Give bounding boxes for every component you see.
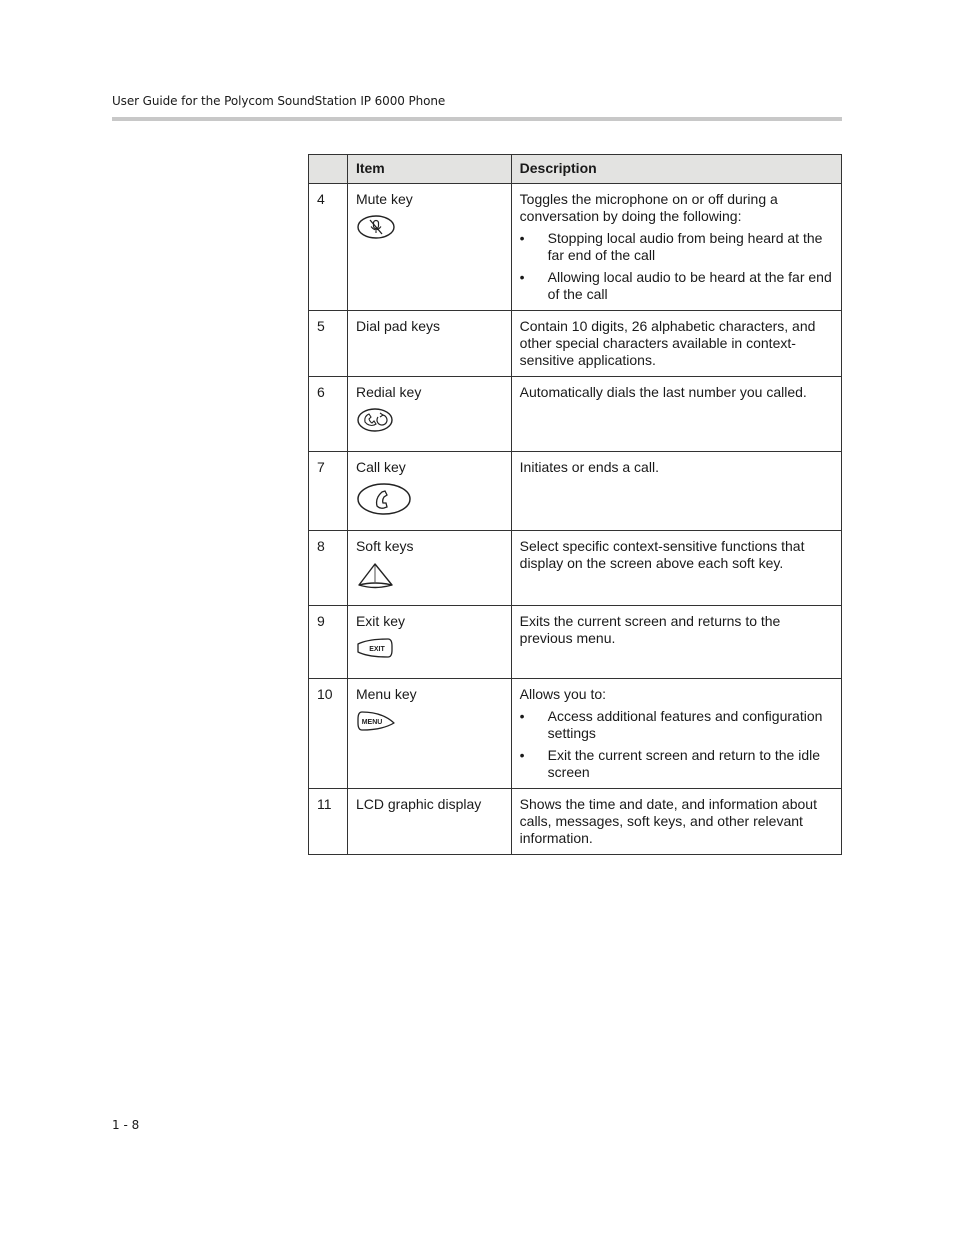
table-row (309, 184, 842, 311)
table-row (309, 311, 842, 377)
table-header-row (309, 155, 842, 184)
table-row (309, 452, 842, 531)
row-number: 11 (309, 789, 348, 855)
row-number: 9 (309, 606, 348, 679)
description-cell (511, 789, 841, 855)
table-row (309, 377, 842, 452)
exit-key-icon (356, 636, 394, 660)
description-text: Shows the time and date, and information about calls, messages, soft keys, and other relevant information. (519, 796, 817, 846)
description-bullets (520, 230, 833, 303)
description-cell (511, 377, 841, 452)
row-number: 5 (309, 311, 348, 377)
page-number: 1 - 8 (112, 1118, 140, 1132)
table-row (309, 789, 842, 855)
description-text: Toggles the microphone on or off during a conversation by doing the following: (519, 191, 778, 224)
description-cell (511, 679, 841, 789)
item-cell (347, 184, 511, 311)
item-cell (347, 789, 511, 855)
description-cell (511, 606, 841, 679)
redial-key-icon (356, 407, 394, 433)
table-row (309, 531, 842, 606)
bullet-item: • Stopping local audio from being heard at the far end of the call (520, 230, 833, 264)
description-cell (511, 311, 841, 377)
description-text: Contain 10 digits, 26 alphabetic characters, and other special characters available in context-sensitive applications. (519, 318, 816, 368)
item-label: Exit key (355, 613, 405, 629)
row-number: 8 (309, 531, 348, 606)
running-header: User Guide for the Polycom SoundStation IP 6000 Phone (112, 94, 446, 108)
description-text: Select specific context-sensitive functions that display on the screen above each soft key. (519, 538, 805, 571)
item-label: Menu key (355, 686, 417, 702)
item-cell (347, 452, 511, 531)
description-cell (511, 184, 841, 311)
table-row (309, 679, 842, 789)
row-number: 10 (309, 679, 348, 789)
bullet-item: • Allowing local audio to be heard at the far end of the call (520, 269, 833, 303)
description-text: Allows you to: (519, 686, 607, 702)
header-rule (112, 117, 842, 121)
call-key-icon (356, 482, 412, 516)
column-header-description: Description (511, 155, 841, 184)
description-text: Exits the current screen and returns to the previous menu. (519, 613, 781, 646)
description-cell (511, 452, 841, 531)
column-header-number (309, 155, 348, 184)
item-cell (347, 531, 511, 606)
item-cell (347, 377, 511, 452)
row-number: 6 (309, 377, 348, 452)
soft-key-icon (356, 561, 396, 591)
row-number: 7 (309, 452, 348, 531)
description-text: Initiates or ends a call. (519, 459, 659, 475)
item-label: Redial key (355, 384, 422, 400)
menu-key-icon (356, 709, 396, 733)
exit-key-text: EXIT (369, 646, 385, 653)
key-description-table (308, 154, 842, 855)
bullet-item: • Exit the current screen and return to the idle screen (520, 747, 833, 781)
menu-key-text: MENU (361, 719, 383, 726)
item-cell (347, 311, 511, 377)
item-label: Mute key (355, 191, 413, 207)
item-cell (347, 606, 511, 679)
mute-key-icon (356, 214, 396, 240)
table-row (309, 606, 842, 679)
item-label: Call key (355, 459, 406, 475)
description-text: Automatically dials the last number you called. (519, 384, 807, 400)
item-label: Dial pad keys (355, 318, 441, 334)
description-cell (511, 531, 841, 606)
description-bullets (520, 708, 833, 781)
row-number: 4 (309, 184, 348, 311)
bullet-item: • Access additional features and configuration settings (520, 708, 833, 742)
column-header-item: Item (347, 155, 511, 184)
item-label: Soft keys (355, 538, 414, 554)
item-cell (347, 679, 511, 789)
item-label: LCD graphic display (355, 796, 482, 812)
